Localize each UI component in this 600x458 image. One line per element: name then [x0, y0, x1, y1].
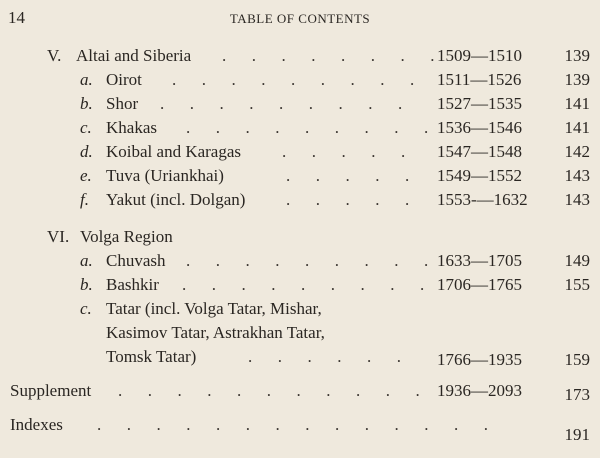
entry-letter: b. — [80, 94, 93, 113]
entry-letter: c. — [80, 118, 92, 137]
toc-entry-volga-region — [0, 227, 600, 251]
entry-letter: b. — [80, 275, 93, 294]
entry-page: 142 — [564, 142, 590, 161]
toc-entry-tatar — [0, 299, 600, 323]
entry-page: 141 — [564, 118, 590, 137]
dot-leader: . . . . . . . . . — [186, 118, 429, 137]
entry-page: 141 — [564, 94, 590, 113]
toc-entry-tatar-last — [0, 347, 600, 371]
entry-letter: a. — [80, 70, 93, 89]
entry-title: Indexes — [10, 415, 63, 434]
entry-title: Volga Region — [80, 227, 173, 246]
section-numeral: VI. — [47, 227, 70, 246]
entry-title: Oirot — [106, 70, 142, 89]
toc-entry-bashkir — [0, 275, 600, 299]
dot-leader: . . . . . . . . — [222, 46, 435, 65]
dot-leader: . . . . . . . . . . . . . . — [97, 415, 488, 434]
entry-title: Khakas — [106, 118, 157, 137]
entry-title: Shor — [106, 94, 139, 113]
entry-range: 1936—2093 — [437, 381, 522, 400]
entry-title-line-2: Kasimov Tatar, Astrakhan Tatar, — [106, 323, 325, 342]
toc-entry-chuvash — [0, 251, 600, 275]
toc-entry-tuva — [0, 166, 600, 190]
section-numeral: V. — [47, 46, 62, 65]
toc-entry-koibal-karagas — [0, 142, 600, 166]
entry-letter: e. — [80, 166, 92, 185]
entry-range: 1766—1935 — [437, 350, 522, 369]
dot-leader: . . . . . — [282, 142, 406, 161]
toc-entry-yakut — [0, 190, 600, 214]
page-number: 14 — [8, 8, 25, 27]
entry-letter: a. — [80, 251, 93, 270]
dot-leader: . . . . . . — [248, 347, 401, 366]
entry-range: 1547—1548 — [437, 142, 522, 161]
dot-leader: . . . . . — [286, 166, 410, 185]
entry-range: 1509—1510 — [437, 46, 522, 65]
entry-range: 1527—1535 — [437, 94, 522, 113]
entry-letter: c. — [80, 299, 92, 318]
entry-page: 143 — [564, 166, 590, 185]
entry-letter: d. — [80, 142, 93, 161]
entry-letter: f. — [80, 190, 89, 209]
dot-leader: . . . . . . . . . — [160, 94, 403, 113]
toc-entry-oirot — [0, 70, 600, 94]
entry-title: Bashkir — [106, 275, 159, 294]
entry-range: 1553-—1632 — [437, 190, 528, 209]
entry-title: Chuvash — [106, 251, 166, 270]
entry-title-line-3: Tomsk Tatar) — [106, 347, 197, 366]
dot-leader: . . . . . . . . . — [182, 275, 425, 294]
entry-page: 155 — [564, 275, 590, 294]
entry-range: 1511—1526 — [437, 70, 522, 89]
entry-title: Altai and Siberia — [76, 46, 192, 65]
entry-range: 1549—1552 — [437, 166, 522, 185]
entry-page: 143 — [564, 190, 590, 209]
toc-entry-indexes — [0, 415, 600, 444]
dot-leader: . . . . . — [286, 190, 410, 209]
dot-leader: . . . . . . . . . — [186, 251, 429, 270]
entry-page: 139 — [564, 46, 590, 65]
entry-title: Koibal and Karagas — [106, 142, 242, 161]
entry-page: 149 — [564, 251, 590, 270]
entry-page: 159 — [564, 350, 590, 369]
entry-page: 191 — [564, 425, 590, 444]
entry-range: 1706—1765 — [437, 275, 522, 294]
toc-entry-tatar-continued — [0, 323, 600, 347]
toc-entry-khakas — [0, 118, 600, 142]
entry-page: 139 — [564, 70, 590, 89]
entry-page: 173 — [564, 385, 590, 404]
running-title: TABLE OF CONTENTS — [229, 11, 371, 26]
toc-entry-supplement — [0, 381, 600, 405]
entry-range: 1536—1546 — [437, 118, 522, 137]
entry-title-line-1: Tatar (incl. Volga Tatar, Mishar, — [106, 299, 322, 318]
entry-title: Yakut (incl. Dolgan) — [106, 190, 246, 209]
dot-leader: . . . . . . . . . — [172, 70, 415, 89]
entry-range: 1633—1705 — [437, 251, 522, 270]
toc-entry-shor — [0, 94, 600, 118]
dot-leader: . . . . . . . . . . . — [118, 381, 420, 400]
toc-entry-altai-siberia — [0, 46, 600, 70]
entry-title: Supplement — [10, 381, 92, 400]
entry-title: Tuva (Uriankhai) — [106, 166, 224, 185]
